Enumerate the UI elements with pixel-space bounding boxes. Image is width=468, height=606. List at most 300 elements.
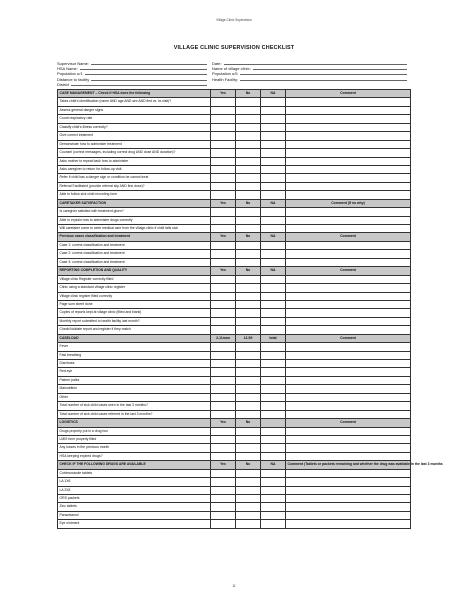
comment-cell[interactable] xyxy=(286,292,411,300)
check-cell[interactable] xyxy=(236,208,261,216)
item-label: Zinc tablets xyxy=(58,503,211,511)
item-label: Able to follow sick child recording form xyxy=(58,191,211,199)
check-cell[interactable] xyxy=(211,275,236,283)
comment-cell[interactable] xyxy=(286,250,411,258)
item-label: Red eye xyxy=(58,368,211,376)
column-header: NA xyxy=(261,267,286,275)
check-cell[interactable] xyxy=(211,106,236,114)
comment-cell[interactable] xyxy=(286,182,411,190)
check-cell[interactable] xyxy=(236,250,261,258)
fill-line[interactable] xyxy=(240,71,407,75)
check-cell[interactable] xyxy=(261,368,286,376)
check-cell[interactable] xyxy=(261,132,286,140)
check-cell[interactable] xyxy=(236,300,261,308)
check-cell[interactable] xyxy=(261,123,286,131)
check-cell[interactable] xyxy=(211,444,236,452)
check-cell[interactable] xyxy=(261,191,286,199)
comment-cell[interactable] xyxy=(286,309,411,317)
info-label: HSA Name: xyxy=(57,66,78,72)
fill-line[interactable] xyxy=(71,82,207,86)
check-cell[interactable] xyxy=(211,284,236,292)
check-cell[interactable] xyxy=(211,191,236,199)
comment-cell[interactable] xyxy=(286,123,411,131)
checklist-row xyxy=(58,216,411,224)
check-cell[interactable] xyxy=(236,123,261,131)
info-row xyxy=(57,82,207,87)
check-cell[interactable] xyxy=(261,157,286,165)
info-block-left xyxy=(57,61,207,87)
check-cell[interactable] xyxy=(261,469,286,477)
check-cell[interactable] xyxy=(236,393,261,401)
check-cell[interactable] xyxy=(211,360,236,368)
column-header: No xyxy=(236,199,261,207)
check-cell[interactable] xyxy=(261,326,286,334)
comment-cell[interactable] xyxy=(286,486,411,494)
check-cell[interactable] xyxy=(211,520,236,528)
check-cell[interactable] xyxy=(261,495,286,503)
check-cell[interactable] xyxy=(261,486,286,494)
info-label: Name of village clinic: xyxy=(212,66,251,72)
checklist-row xyxy=(58,115,411,123)
check-cell[interactable] xyxy=(236,385,261,393)
check-cell[interactable] xyxy=(236,132,261,140)
check-cell[interactable] xyxy=(261,309,286,317)
comment-cell[interactable] xyxy=(286,435,411,443)
comment-cell[interactable] xyxy=(286,326,411,334)
check-cell[interactable] xyxy=(211,165,236,173)
check-cell[interactable] xyxy=(236,258,261,266)
check-cell[interactable] xyxy=(261,385,286,393)
comment-cell[interactable] xyxy=(286,317,411,325)
item-label: Cotrimoxazole tablets xyxy=(58,469,211,477)
check-cell[interactable] xyxy=(211,452,236,460)
check-cell[interactable] xyxy=(211,309,236,317)
checklist-row xyxy=(58,486,411,494)
check-cell[interactable] xyxy=(211,495,236,503)
fill-line[interactable] xyxy=(240,77,407,81)
check-cell[interactable] xyxy=(236,216,261,224)
item-label: ORS packets xyxy=(58,495,211,503)
check-cell[interactable] xyxy=(261,182,286,190)
check-cell[interactable] xyxy=(261,250,286,258)
column-header: NA xyxy=(261,90,286,98)
check-cell[interactable] xyxy=(261,511,286,519)
fill-line[interactable] xyxy=(253,66,407,70)
column-header: Comment xyxy=(286,334,411,342)
check-cell[interactable] xyxy=(236,317,261,325)
item-label: Malnutrition xyxy=(58,385,211,393)
column-header: No xyxy=(236,233,261,241)
check-cell[interactable] xyxy=(211,410,236,418)
check-cell[interactable] xyxy=(236,402,261,410)
comment-cell[interactable] xyxy=(286,115,411,123)
check-cell[interactable] xyxy=(211,149,236,157)
check-cell[interactable] xyxy=(236,284,261,292)
checklist-row xyxy=(58,495,411,503)
item-label: Fast breathing xyxy=(58,351,211,359)
checklist-row xyxy=(58,402,411,410)
checklist-row xyxy=(58,393,411,401)
check-cell[interactable] xyxy=(211,326,236,334)
comment-cell[interactable] xyxy=(286,469,411,477)
check-cell[interactable] xyxy=(261,452,286,460)
checklist-row xyxy=(58,351,411,359)
check-cell[interactable] xyxy=(261,216,286,224)
check-cell[interactable] xyxy=(211,292,236,300)
check-cell[interactable] xyxy=(211,115,236,123)
comment-cell[interactable] xyxy=(286,258,411,266)
section-title: REPORTING COMPLETION AND QUALITY xyxy=(58,267,211,275)
column-header: Comment xyxy=(286,90,411,98)
comment-cell[interactable] xyxy=(286,503,411,511)
check-cell[interactable] xyxy=(211,98,236,106)
comment-cell[interactable] xyxy=(286,410,411,418)
check-cell[interactable] xyxy=(236,292,261,300)
check-cell[interactable] xyxy=(236,191,261,199)
column-header: NA xyxy=(261,461,286,469)
comment-cell[interactable] xyxy=(286,393,411,401)
checklist-row xyxy=(58,182,411,190)
check-cell[interactable] xyxy=(236,427,261,435)
check-cell[interactable] xyxy=(261,292,286,300)
comment-cell[interactable] xyxy=(286,351,411,359)
check-cell[interactable] xyxy=(236,511,261,519)
check-cell[interactable] xyxy=(236,106,261,114)
info-label: Population u/5 xyxy=(212,71,238,77)
comment-cell[interactable] xyxy=(286,216,411,224)
check-cell[interactable] xyxy=(211,351,236,359)
check-cell[interactable] xyxy=(211,140,236,148)
check-cell[interactable] xyxy=(236,435,261,443)
checklist-row xyxy=(58,140,411,148)
check-cell[interactable] xyxy=(211,385,236,393)
checklist-table xyxy=(57,89,443,529)
section-title: Previous cases classification and treatment xyxy=(58,233,211,241)
check-cell[interactable] xyxy=(236,351,261,359)
check-cell[interactable] xyxy=(261,149,286,157)
column-header: 2-11mon xyxy=(211,334,236,342)
check-cell[interactable] xyxy=(236,309,261,317)
check-cell[interactable] xyxy=(211,486,236,494)
check-cell[interactable] xyxy=(261,98,286,106)
item-label: Refer if child has a danger sign or condition he cannot treat xyxy=(58,174,211,182)
item-label: Asks mother to repeat back how to administer xyxy=(58,157,211,165)
check-cell[interactable] xyxy=(211,216,236,224)
item-label: Any losses in the previous month xyxy=(58,444,211,452)
comment-cell[interactable] xyxy=(286,343,411,351)
check-cell[interactable] xyxy=(236,520,261,528)
column-header: No xyxy=(236,267,261,275)
comment-cell[interactable] xyxy=(286,402,411,410)
checklist-row xyxy=(58,165,411,173)
check-cell[interactable] xyxy=(261,208,286,216)
comment-cell[interactable] xyxy=(286,300,411,308)
comment-cell[interactable] xyxy=(286,98,411,106)
comment-cell[interactable] xyxy=(286,511,411,519)
comment-cell[interactable] xyxy=(286,191,411,199)
check-cell[interactable] xyxy=(261,343,286,351)
checklist-row xyxy=(58,157,411,165)
checklist-row xyxy=(58,106,411,114)
check-cell[interactable] xyxy=(236,469,261,477)
check-cell[interactable] xyxy=(261,427,286,435)
comment-cell[interactable] xyxy=(286,385,411,393)
check-cell[interactable] xyxy=(211,258,236,266)
check-cell[interactable] xyxy=(261,360,286,368)
column-header: 12-59 xyxy=(236,334,261,342)
check-cell[interactable] xyxy=(211,182,236,190)
info-label: Health Facility: xyxy=(212,76,239,82)
check-cell[interactable] xyxy=(211,250,236,258)
item-label: Palmer pallor xyxy=(58,376,211,384)
comment-cell[interactable] xyxy=(286,165,411,173)
column-header: Comment (Tablets or packets remaining and whether the drug was available in the last 3 months xyxy=(286,461,411,469)
checklist-row xyxy=(58,284,411,292)
check-cell[interactable] xyxy=(261,402,286,410)
check-cell[interactable] xyxy=(261,140,286,148)
checklist-row xyxy=(58,309,411,317)
check-cell[interactable] xyxy=(211,368,236,376)
comment-cell[interactable] xyxy=(286,132,411,140)
check-cell[interactable] xyxy=(261,317,286,325)
item-label: Copies of reports kept at village clinic (filled and blank) xyxy=(58,309,211,317)
check-cell[interactable] xyxy=(261,503,286,511)
item-label: Village clinic register filled correctly xyxy=(58,292,211,300)
check-cell[interactable] xyxy=(211,123,236,131)
check-cell[interactable] xyxy=(261,478,286,486)
comment-cell[interactable] xyxy=(286,275,411,283)
check-cell[interactable] xyxy=(211,317,236,325)
checklist-row xyxy=(58,444,411,452)
item-label: LA 2X6 xyxy=(58,486,211,494)
comment-cell[interactable] xyxy=(286,106,411,114)
check-cell[interactable] xyxy=(236,326,261,334)
checklist-row xyxy=(58,410,411,418)
check-cell[interactable] xyxy=(211,208,236,216)
check-cell[interactable] xyxy=(261,106,286,114)
check-cell[interactable] xyxy=(236,149,261,157)
column-header: total xyxy=(261,334,286,342)
check-cell[interactable] xyxy=(236,140,261,148)
section-title: CARETAKER SATISFACTION xyxy=(58,199,211,207)
check-cell[interactable] xyxy=(261,275,286,283)
comment-cell[interactable] xyxy=(286,520,411,528)
info-label: Distance to facility xyxy=(57,76,90,82)
check-cell[interactable] xyxy=(236,343,261,351)
check-cell[interactable] xyxy=(236,444,261,452)
column-header: Comment (If no why) xyxy=(286,199,411,207)
checklist-row xyxy=(58,241,411,249)
check-cell[interactable] xyxy=(236,98,261,106)
check-cell[interactable] xyxy=(211,225,236,233)
comment-cell[interactable] xyxy=(286,208,411,216)
check-cell[interactable] xyxy=(211,343,236,351)
column-header: Yes xyxy=(211,461,236,469)
check-cell[interactable] xyxy=(236,165,261,173)
comment-cell[interactable] xyxy=(286,376,411,384)
check-cell[interactable] xyxy=(236,115,261,123)
check-cell[interactable] xyxy=(211,300,236,308)
comment-cell[interactable] xyxy=(286,452,411,460)
check-cell[interactable] xyxy=(236,495,261,503)
item-label: Asks caregiver to return for follow-up visit xyxy=(58,165,211,173)
section-title: CHECK IF THE FOLLOWING DRUGS ARE AVAILABLE xyxy=(58,461,211,469)
check-cell[interactable] xyxy=(261,241,286,249)
check-cell[interactable] xyxy=(211,478,236,486)
comment-cell[interactable] xyxy=(286,140,411,148)
check-cell[interactable] xyxy=(236,503,261,511)
checklist-row xyxy=(58,427,411,435)
check-cell[interactable] xyxy=(236,157,261,165)
section-title: LOGISTICS xyxy=(58,419,211,427)
item-label: Case 1: correct classification and treatment xyxy=(58,241,211,249)
fill-line[interactable] xyxy=(85,71,207,75)
check-cell[interactable] xyxy=(261,435,286,443)
check-cell[interactable] xyxy=(236,478,261,486)
info-label: Population u/1 xyxy=(57,71,83,77)
info-label: District xyxy=(57,81,70,87)
item-label: Village clinic Register correctly filled xyxy=(58,275,211,283)
check-cell[interactable] xyxy=(236,182,261,190)
comment-cell[interactable] xyxy=(286,241,411,249)
item-label: Is caregiver satisfied with treatment given? xyxy=(58,208,211,216)
column-header: NA xyxy=(261,199,286,207)
comment-cell[interactable] xyxy=(286,368,411,376)
page-title: VILLAGE CLINIC SUPERVISION CHECKLIST xyxy=(173,45,295,51)
check-cell[interactable] xyxy=(236,410,261,418)
comment-cell[interactable] xyxy=(286,444,411,452)
comment-cell[interactable] xyxy=(286,225,411,233)
check-cell[interactable] xyxy=(211,157,236,165)
checklist-row xyxy=(58,326,411,334)
check-cell[interactable] xyxy=(211,132,236,140)
item-label: Eye ointment xyxy=(58,520,211,528)
comment-cell[interactable] xyxy=(286,284,411,292)
column-header: Yes xyxy=(211,419,236,427)
check-cell[interactable] xyxy=(211,402,236,410)
item-label: Count respiratory rate xyxy=(58,115,211,123)
info-label: Supervisor Name: xyxy=(57,61,90,66)
section-title: CASE MANAGEMENT – Check if HSA does the following xyxy=(58,90,211,98)
check-cell[interactable] xyxy=(261,393,286,401)
check-cell[interactable] xyxy=(236,225,261,233)
column-header xyxy=(261,419,286,427)
item-label: Give correct treatment xyxy=(58,132,211,140)
fill-line[interactable] xyxy=(91,77,207,81)
check-cell[interactable] xyxy=(261,174,286,182)
comment-cell[interactable] xyxy=(286,157,411,165)
check-cell[interactable] xyxy=(261,410,286,418)
column-header: Yes xyxy=(211,199,236,207)
check-cell[interactable] xyxy=(261,351,286,359)
check-cell[interactable] xyxy=(211,241,236,249)
check-cell[interactable] xyxy=(236,452,261,460)
item-label: HSA keeping expired drugs? xyxy=(58,452,211,460)
item-label: Other xyxy=(58,393,211,401)
column-header: Yes xyxy=(211,233,236,241)
check-cell[interactable] xyxy=(211,469,236,477)
check-cell[interactable] xyxy=(261,520,286,528)
item-label: Clinic using a standard village clinic register xyxy=(58,284,211,292)
check-cell[interactable] xyxy=(236,368,261,376)
item-label: Demonstrate how to administer treatment xyxy=(58,140,211,148)
checklist-row xyxy=(58,132,411,140)
item-label: Monthly report submitted to health facility last month? xyxy=(58,317,211,325)
item-label: Takes child's identification (name AND age AND sex AND first vs. re-visit)? xyxy=(58,98,211,106)
item-label: Paracetamol xyxy=(58,511,211,519)
check-cell[interactable] xyxy=(211,511,236,519)
fill-line[interactable] xyxy=(80,66,207,70)
check-cell[interactable] xyxy=(261,115,286,123)
check-cell[interactable] xyxy=(211,503,236,511)
item-label: Page sum sheet done xyxy=(58,300,211,308)
column-header: No xyxy=(236,90,261,98)
checklist-row xyxy=(58,520,411,528)
check-cell[interactable] xyxy=(261,284,286,292)
check-cell[interactable] xyxy=(261,444,286,452)
item-label: Case 2: correct classification and treatment xyxy=(58,250,211,258)
section-header-row xyxy=(58,90,411,98)
check-cell[interactable] xyxy=(211,427,236,435)
check-cell[interactable] xyxy=(211,435,236,443)
fill-line[interactable] xyxy=(224,61,407,65)
checklist-row xyxy=(58,191,411,199)
checklist-row xyxy=(58,149,411,157)
comment-cell[interactable] xyxy=(286,495,411,503)
checklist-row xyxy=(58,292,411,300)
section-header-row xyxy=(58,461,411,469)
item-label: Total number of sick child cases referred in the last 3 months? xyxy=(58,410,211,418)
check-cell[interactable] xyxy=(261,300,286,308)
fill-line[interactable] xyxy=(91,61,207,65)
check-cell[interactable] xyxy=(236,174,261,182)
comment-cell[interactable] xyxy=(286,427,411,435)
comment-cell[interactable] xyxy=(286,149,411,157)
item-label: Counsel (correct messages, including correct drug AND dose AND duration)? xyxy=(58,149,211,157)
comment-cell[interactable] xyxy=(286,360,411,368)
item-label: Able to explain how to administer drugs correctly xyxy=(58,216,211,224)
check-cell[interactable] xyxy=(211,393,236,401)
checklist-row xyxy=(58,98,411,106)
check-cell[interactable] xyxy=(211,174,236,182)
check-cell[interactable] xyxy=(236,376,261,384)
check-cell[interactable] xyxy=(261,258,286,266)
check-cell[interactable] xyxy=(236,241,261,249)
check-cell[interactable] xyxy=(261,376,286,384)
section-header-row xyxy=(58,419,411,427)
check-cell[interactable] xyxy=(261,225,286,233)
checklist-row xyxy=(58,275,411,283)
column-header: No xyxy=(236,461,261,469)
check-cell[interactable] xyxy=(211,376,236,384)
column-header: Yes xyxy=(211,90,236,98)
info-row xyxy=(212,77,407,82)
item-label: Diarrhoea xyxy=(58,360,211,368)
check-cell[interactable] xyxy=(236,275,261,283)
section-title: CASELOAD xyxy=(58,334,211,342)
comment-cell[interactable] xyxy=(286,478,411,486)
check-cell[interactable] xyxy=(236,486,261,494)
checklist-row xyxy=(58,300,411,308)
comment-cell[interactable] xyxy=(286,174,411,182)
checklist-row xyxy=(58,376,411,384)
checklist-row xyxy=(58,452,411,460)
check-cell[interactable] xyxy=(236,360,261,368)
item-label: Fever xyxy=(58,343,211,351)
check-cell[interactable] xyxy=(261,165,286,173)
info-label: Date: xyxy=(212,61,222,66)
checklist-row xyxy=(58,469,411,477)
